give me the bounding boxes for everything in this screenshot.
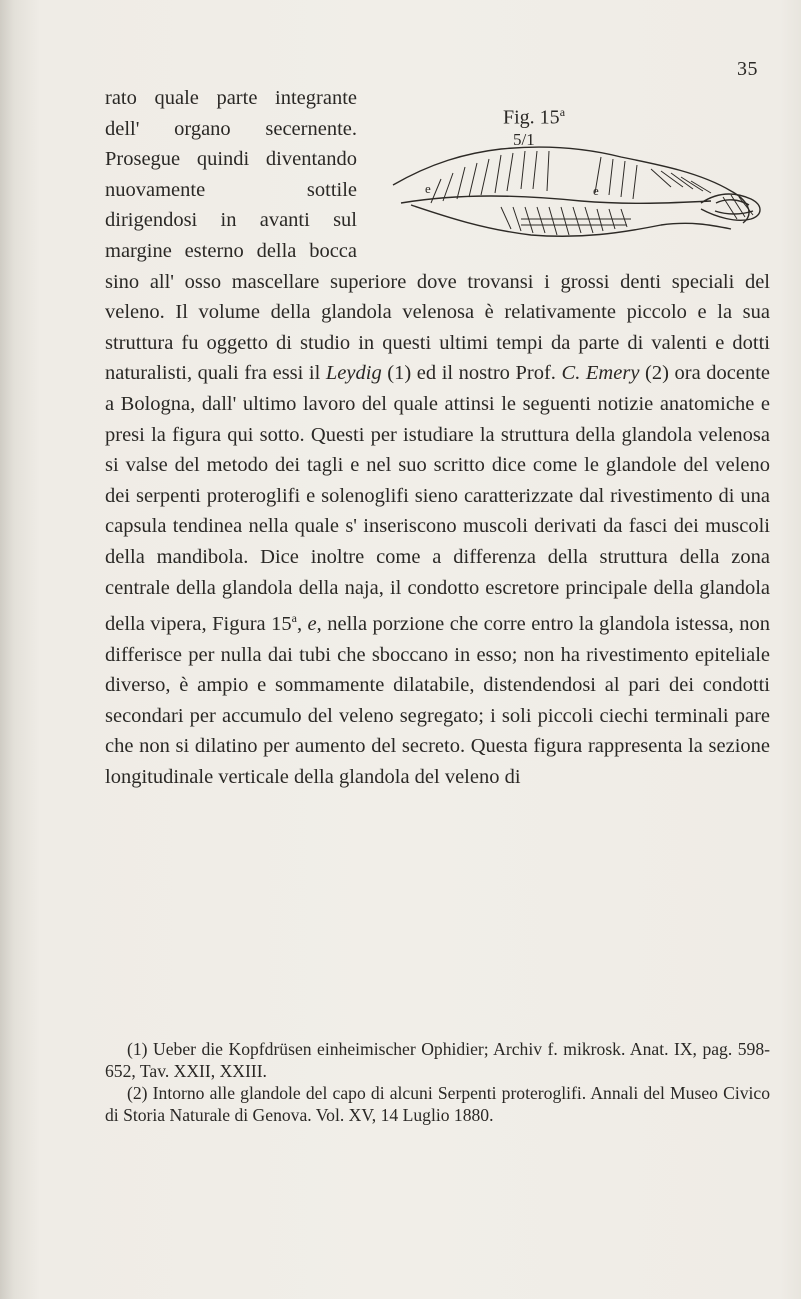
figure-15a <box>371 89 776 241</box>
page-number: 35 <box>737 58 758 80</box>
paragraph-text-start: rato quale parte integrante dell' organo secernente. Prosegue quindi diventando nuovamente sottile dirigendosi in avanti sul margine esterno della bocca sino all' osso mascellare superiore dove trovansi i grossi denti speciali del veleno. Il volume della glandola velenosa è relativamente piccolo e la sua struttura fu oggetto di studio in questi ultimi tempi da parte di valenti e dotti naturalisti, quali fra essi il <box>105 87 770 385</box>
figure-ref-letter: e <box>307 612 317 635</box>
footnotes <box>105 1038 770 1126</box>
author-emery: C. Emery <box>561 362 640 385</box>
figure-label-e-left: e <box>425 181 431 196</box>
paragraph-ref-2: (2) ora docente a Bologna, dall' ultimo lavoro del quale attinsi le seguenti notizie anatomiche e presi la figura qui sotto. Questi per istudiare la struttura della glandola velenosa si valse del metodo dei tagli e nel suo scritto dice come le glandole del veleno dei serpenti proteroglifi e solenoglifi sieno caratterizzate dal rivestimento di una capsula tendinea nella quale s' inseriscono muscoli derivati da fasci dei muscoli della mandibola. Dice inoltre come a differenza della struttura della zona centrale della glandola della naja, il condotto escretore principale della glandola della vipera, Figura 15 <box>105 362 770 635</box>
footnote-1: (1) Ueber die Kopfdrüsen einheimischer Ophidier; Archiv f. mikrosk. Anat. IX, pag. 598-652, Tav. XXII, XXIII. <box>105 1039 770 1081</box>
footnote-2: (2) Intorno alle glandole del capo di alcuni Serpenti proteroglifi. Annali del Museo Civico di Storia Naturale di Genova. Vol. XV, 14 Luglio 1880. <box>105 1083 770 1125</box>
figure-caption-sup: a <box>559 105 566 119</box>
author-leydig: Leydig <box>325 362 382 385</box>
paragraph-ref-1: (1) ed il nostro Prof. <box>381 362 562 385</box>
duct-line <box>401 196 711 203</box>
gland-outline-lower <box>411 205 731 236</box>
paragraph-text-end: , nella porzione che corre entro la glandola istessa, non differisce per nulla dai tubi che sboccano in esso; non ha rivestimento epiteliale diverso, è ampio e sommamente dilatabile, distendendosi al pari dei condotti secondari per accumulo del veleno segregato; i soli piccoli ciechi terminali pare che non si dilatino per aumento del secreto. Questa figura rappresenta la sezione longitudinale verticale della glandola del veleno di <box>105 612 770 788</box>
paragraph-comma: , <box>296 612 308 635</box>
figure-caption-text: Fig. 15 <box>503 106 560 129</box>
figure-scale: 5/1 <box>513 130 535 149</box>
gland-outline-upper <box>393 147 749 223</box>
main-paragraph <box>105 83 770 792</box>
figure-label-e-right: e <box>593 183 599 198</box>
gland-section-drawing <box>371 143 776 243</box>
figure-ref-sup: a <box>291 611 297 626</box>
